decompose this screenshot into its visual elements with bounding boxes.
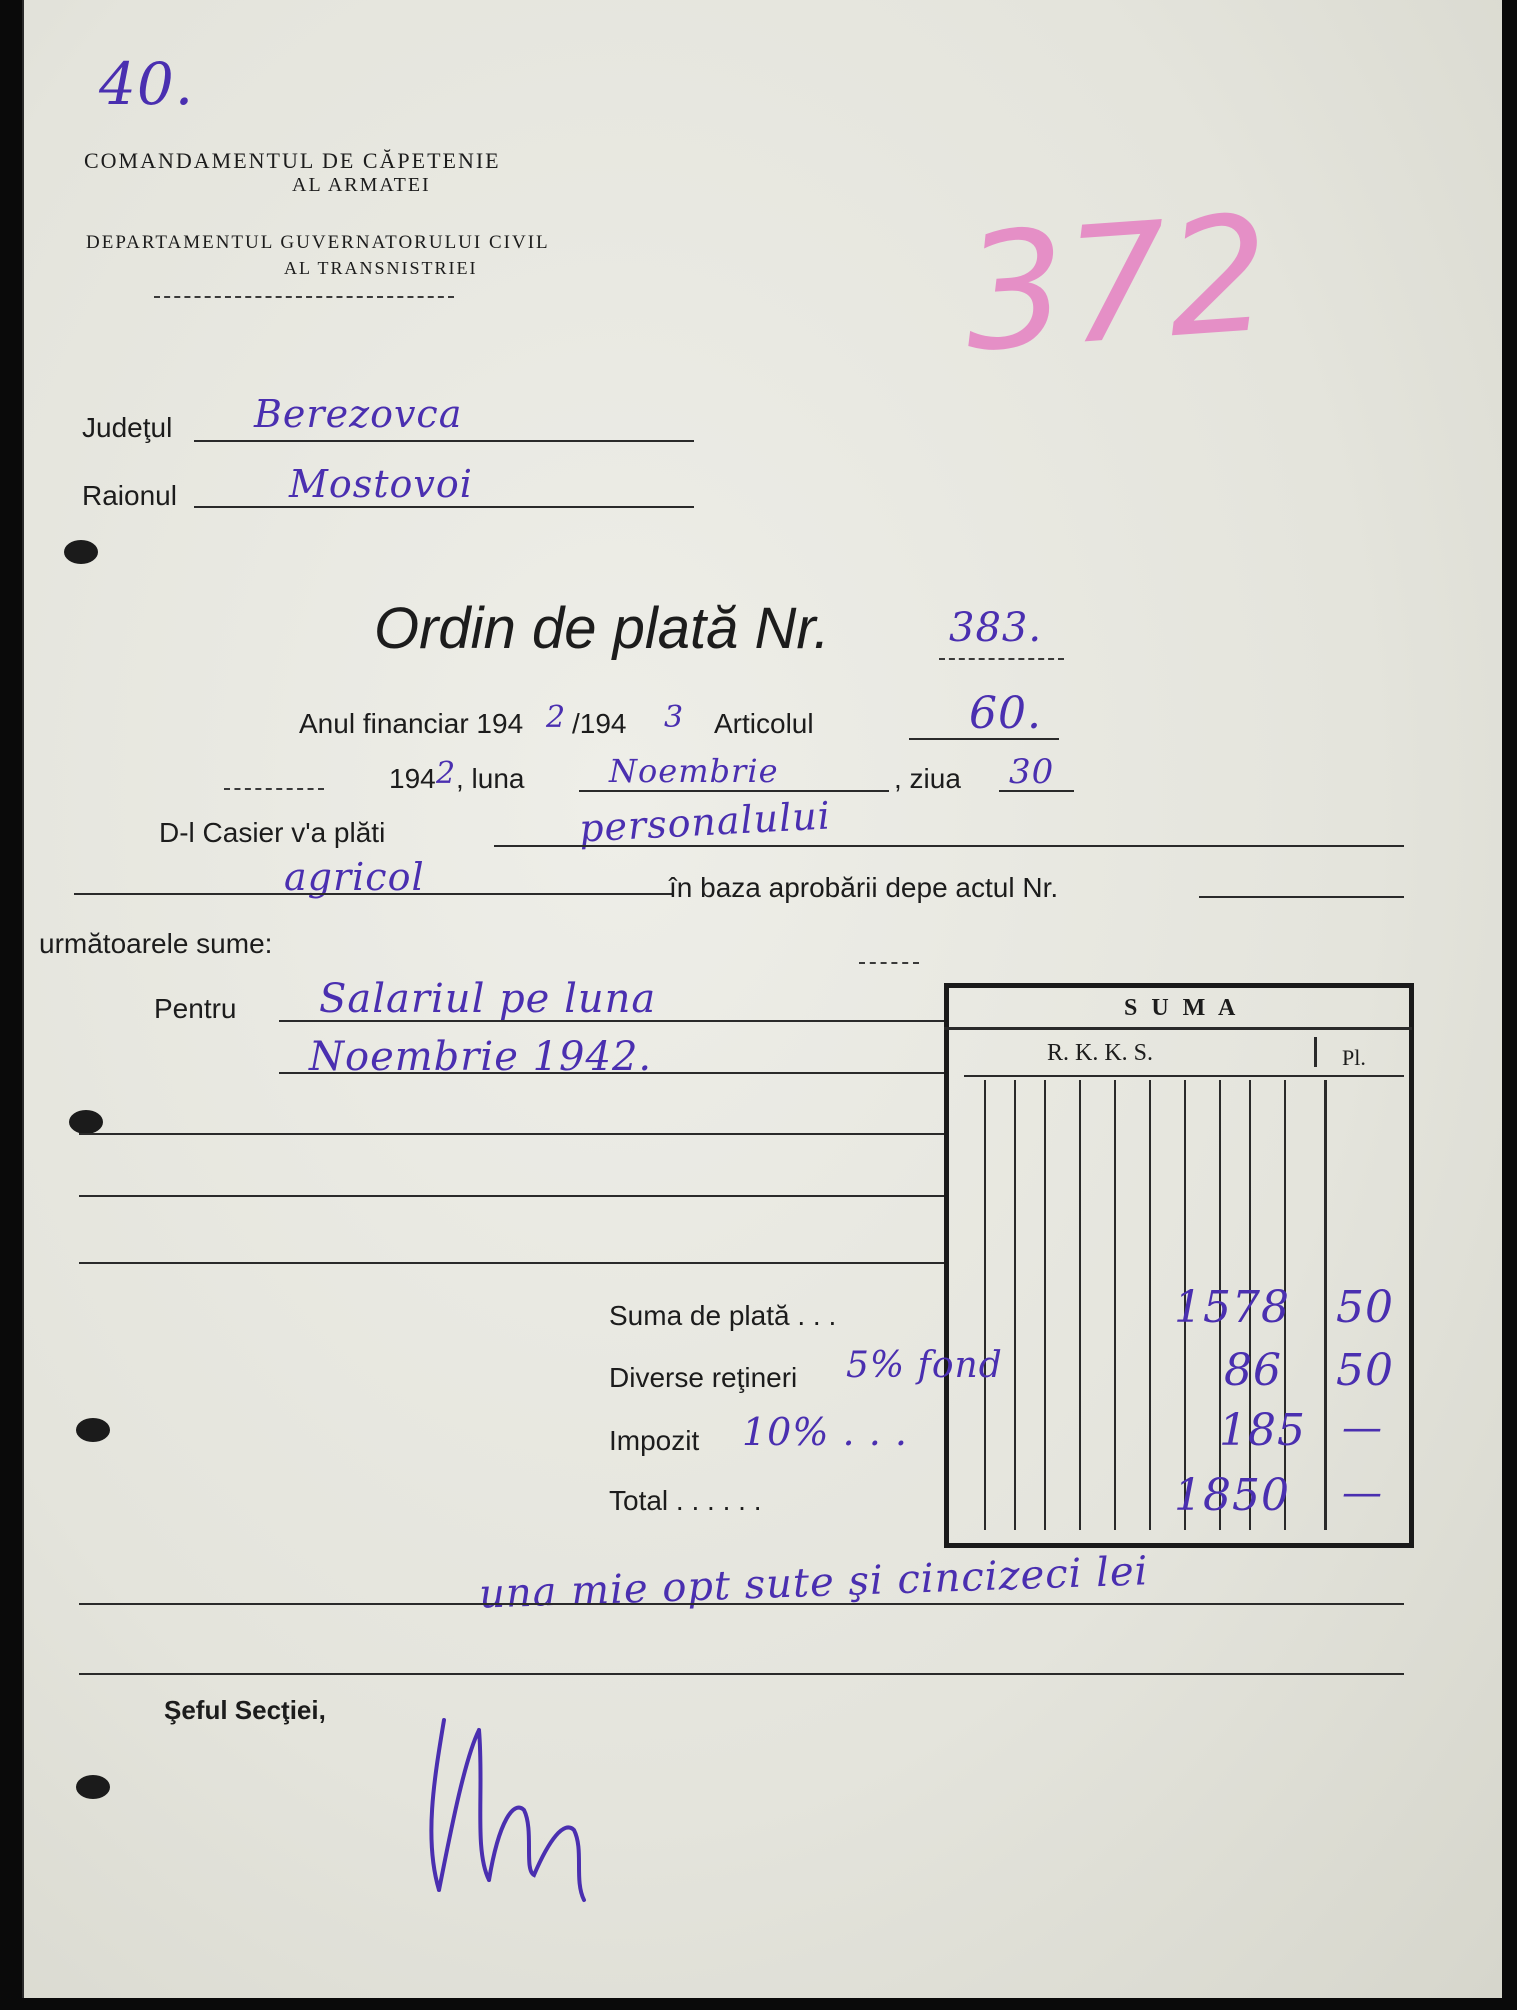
header-line-4: AL TRANSNISTRIEI xyxy=(284,258,478,278)
punch-hole xyxy=(76,1775,110,1799)
pl-header: Pl. xyxy=(1342,1045,1366,1070)
beneficiary-underline xyxy=(74,893,674,895)
row-diverse-retineri-label: Diverse reţineri xyxy=(609,1362,798,1393)
document-title: Ordin de plată Nr. xyxy=(374,596,830,661)
anul-end-digit: 3 xyxy=(664,700,685,735)
row-total-label: Total . . . . . . xyxy=(609,1485,762,1516)
amount-in-words: una mie opt sute şi cincizeci lei xyxy=(478,1548,1150,1618)
row-diverse-retineri-amount: 86 xyxy=(1224,1345,1282,1396)
purpose-line-1: Salariul pe luna xyxy=(319,976,657,1022)
baza-label: în baza aprobării depe actul Nr. xyxy=(669,872,1059,903)
actul-underline xyxy=(1199,896,1404,898)
row-impozit-note: 10% . . . xyxy=(742,1410,908,1454)
column-line xyxy=(1149,1080,1151,1530)
pl-column-line xyxy=(1324,1080,1327,1530)
row-suma-de-plata-amount: 1578 xyxy=(1174,1282,1290,1333)
raionul-underline xyxy=(194,506,694,508)
sef-sectie-label: Şeful Secţiei, xyxy=(164,1695,326,1725)
anul-separator: /194 xyxy=(572,708,627,739)
ziua-value: 30 xyxy=(1009,752,1055,792)
urmatoarele-label: următoarele sume: xyxy=(39,928,273,959)
signature-scribble xyxy=(404,1700,634,1910)
pentru-underline-2 xyxy=(279,1072,949,1074)
ziua-underline xyxy=(999,790,1074,792)
beneficiary-line-1: personalului xyxy=(578,793,832,851)
row-diverse-retineri-pl: 50 xyxy=(1336,1345,1394,1396)
punch-hole xyxy=(76,1418,110,1442)
header-line-1: COMANDAMENTUL DE CĂPETENIE xyxy=(84,148,501,173)
order-number: 383. xyxy=(949,605,1043,651)
pl-header-divider xyxy=(1314,1037,1317,1067)
payment-order-document xyxy=(22,0,1502,1998)
row-suma-de-plata-pl: 50 xyxy=(1336,1282,1394,1333)
raionul-value: Mostovoi xyxy=(289,462,473,506)
header-divider xyxy=(154,296,454,298)
judetul-label: Judeţul xyxy=(82,412,173,443)
blank-line xyxy=(79,1133,949,1135)
row-total-amount: 1850 xyxy=(1174,1470,1290,1521)
archive-number: 40. xyxy=(99,50,195,118)
blank-line xyxy=(79,1673,1404,1675)
row-total-pl: — xyxy=(1342,1470,1383,1516)
judetul-value: Berezovca xyxy=(254,392,463,436)
blank-line xyxy=(79,1262,949,1264)
amount-words-underline xyxy=(79,1603,1404,1605)
punch-hole xyxy=(69,1110,103,1134)
articolul-value: 60. xyxy=(969,688,1042,739)
year-prefix: 194 xyxy=(389,763,436,794)
suma-header: S U M A xyxy=(1124,995,1240,1021)
column-line xyxy=(1114,1080,1116,1530)
row-impozit-label: Impozit xyxy=(609,1425,700,1456)
folio-number: 372 xyxy=(957,179,1276,388)
suma-header-divider xyxy=(944,1027,1412,1030)
luna-label: , luna xyxy=(456,763,525,794)
order-number-underline xyxy=(939,658,1064,660)
date-prefix-dash xyxy=(224,788,324,790)
articolul-underline xyxy=(909,738,1059,740)
raionul-label: Raionul xyxy=(82,480,177,511)
rkks-header: R. K. K. S. xyxy=(1047,1040,1154,1066)
row-impozit-pl: — xyxy=(1342,1405,1383,1451)
row-impozit-amount: 185 xyxy=(1219,1405,1306,1456)
row-diverse-retineri-note: 5% fond xyxy=(846,1345,1003,1386)
anul-start-digit: 2 xyxy=(546,700,567,735)
luna-value: Noembrie xyxy=(609,752,779,790)
articolul-label: Articolul xyxy=(714,708,814,739)
rkks-header-divider xyxy=(964,1075,1404,1077)
judetul-underline xyxy=(194,440,694,442)
pentru-label: Pentru xyxy=(154,993,237,1024)
beneficiary-line-2: agricol xyxy=(284,855,425,899)
casier-label: D-l Casier v'a plăti xyxy=(159,817,386,848)
section-dash xyxy=(859,962,919,964)
column-line xyxy=(1044,1080,1046,1530)
luna-underline xyxy=(579,790,889,792)
punch-hole xyxy=(64,540,98,564)
column-line xyxy=(984,1080,986,1530)
row-suma-de-plata-label: Suma de plată . . . xyxy=(609,1300,837,1331)
blank-line xyxy=(79,1195,949,1197)
ziua-label: , ziua xyxy=(894,763,961,794)
year-digit: 2 xyxy=(436,756,457,791)
casier-underline xyxy=(494,845,1404,847)
purpose-line-2: Noembrie 1942. xyxy=(309,1034,653,1080)
anul-financiar-label: Anul financiar 194 xyxy=(299,708,524,739)
header-line-2: AL ARMATEI xyxy=(292,174,431,196)
header-line-3: DEPARTAMENTUL GUVERNATORULUI CIVIL xyxy=(86,232,550,253)
column-line xyxy=(1014,1080,1016,1530)
column-line xyxy=(1079,1080,1081,1530)
pentru-underline-1 xyxy=(279,1020,949,1022)
